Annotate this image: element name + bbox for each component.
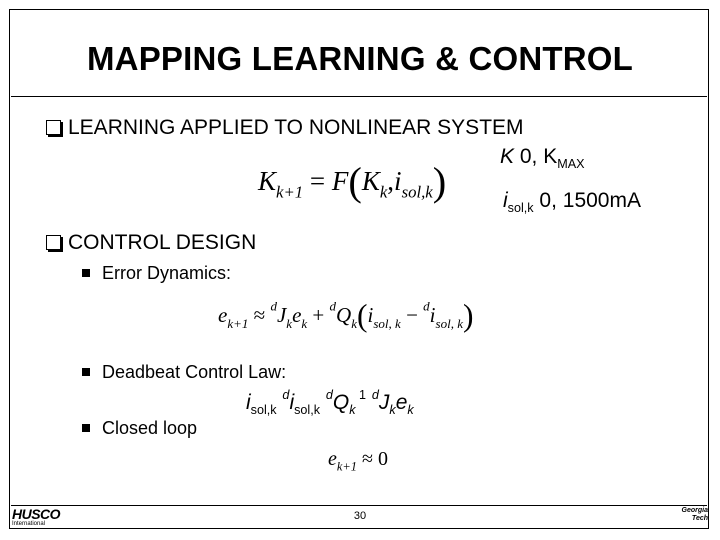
sub-bullet-closed-loop [82, 418, 197, 439]
bullet-learning [46, 116, 524, 140]
bullet-learning-text: LEARNING APPLIED TO NONLINEAR SYSTEM [68, 116, 524, 139]
equation-learning-update: $K_{k+1} = F(K_k,i_{sol,k})$ [258, 159, 447, 204]
georgia-tech-line1: Georgia [681, 507, 708, 514]
sub-bullet-error-dynamics [82, 263, 231, 284]
georgia-tech-line2: Tech [691, 515, 708, 522]
husco-logo-sub: International [12, 521, 46, 527]
title-divider [11, 96, 707, 97]
equation-error-dynamics: $e_{k+1} \approx ^dJ_ke_k + ^dQ_k(i_{sol, k} - ^di_{sol, k})$ [218, 298, 474, 333]
equation-deadbeat-law: $i_{sol,k}$ $^di_{sol,k}$ $^dQ_k$ $^1$ $^dJ_ke_k$ [246, 388, 414, 418]
square-bullet-icon [82, 424, 90, 432]
bullet-control-design-text: CONTROL DESIGN [68, 231, 257, 254]
checkbox-bullet-icon [46, 235, 61, 250]
footer-divider [11, 505, 707, 506]
sub-bullet-deadbeat [82, 362, 286, 383]
husco-logo-mark: HUSCO [12, 506, 61, 522]
checkbox-bullet-icon [46, 120, 61, 135]
equation-i-range: $i_{sol,k}$ 0, 1500mA [503, 189, 641, 216]
square-bullet-icon [82, 368, 90, 376]
sub-bullet-deadbeat-text: Deadbeat Control Law: [102, 362, 287, 382]
sub-bullet-closed-loop-text: Closed loop [102, 418, 198, 438]
bullet-control-design [46, 231, 256, 255]
slide-title: MAPPING LEARNING & CONTROL [86, 40, 634, 77]
georgia-tech-logo [664, 507, 708, 523]
square-bullet-icon [82, 269, 90, 277]
sub-bullet-error-dynamics-text: Error Dynamics: [102, 263, 232, 283]
equation-k-range: K 0, $K_{MAX}$ [500, 145, 585, 172]
equation-closed-loop: $e_{k+1} \approx 0$ [328, 448, 388, 474]
page-number: 30 [353, 510, 367, 522]
